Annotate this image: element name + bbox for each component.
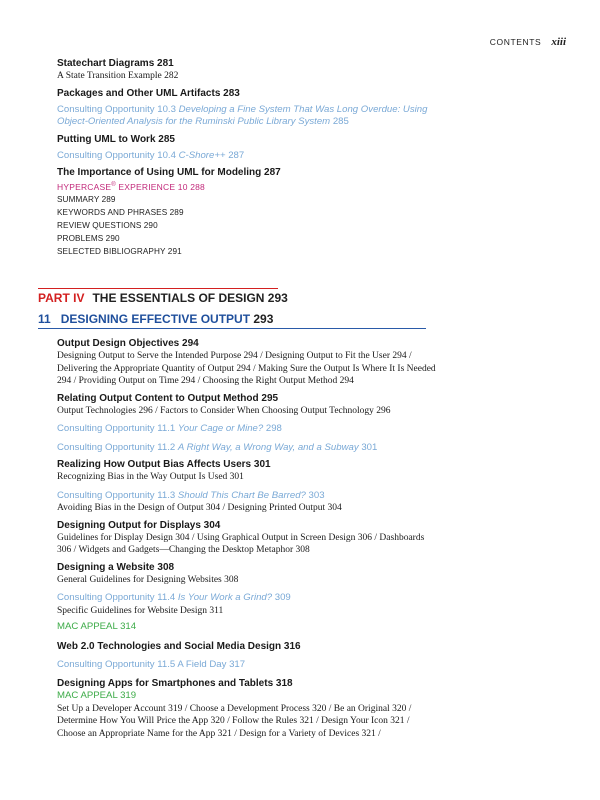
consulting-opportunity bbox=[57, 442, 437, 455]
consulting-opportunity-label: Consulting Opportunity 11.2 bbox=[57, 441, 178, 453]
hypercase-experience bbox=[57, 179, 437, 193]
consulting-opportunity-label: Consulting Opportunity 11.5 bbox=[57, 658, 178, 670]
consulting-opportunity bbox=[57, 592, 437, 605]
hypercase-tail: EXPERIENCE 10 288 bbox=[115, 181, 205, 192]
subtopic-list: Designing Output to Serve the Intended Purpose 294 / Designing Output to Fit the User 294 / Delivering the Appropriate Quantity of Output 294 / Making Sure the Output Is Where It Is Needed 294 / Providing Output on Time 294 / Choosing the Right Output Method 294 bbox=[57, 351, 436, 386]
consulting-opportunity-page: 309 bbox=[272, 592, 291, 603]
end-matter-item: SUMMARY 289 bbox=[57, 194, 116, 204]
consulting-opportunity bbox=[57, 104, 437, 129]
end-matter-item: SELECTED BIBLIOGRAPHY 291 bbox=[57, 246, 182, 256]
mac-appeal-feature: MAC APPEAL 319 bbox=[57, 690, 137, 701]
section-heading: Designing a Website 308 bbox=[57, 561, 175, 573]
consulting-opportunity-title: Your Cage or Mine? bbox=[177, 423, 264, 434]
page-number: xiii bbox=[551, 36, 566, 48]
section-heading: Designing Output for Displays 304 bbox=[57, 519, 221, 531]
section-heading: Output Design Objectives 294 bbox=[57, 338, 199, 349]
consulting-opportunity bbox=[57, 490, 437, 503]
hypercase-label: HYPERCASE bbox=[57, 181, 112, 192]
subtopic-list: General Guidelines for Designing Websites 308 bbox=[57, 574, 239, 585]
consulting-opportunity-page: A Field Day 317 bbox=[177, 658, 246, 670]
part-label: PART IV bbox=[38, 291, 85, 305]
end-matter-item: KEYWORDS AND PHRASES 289 bbox=[57, 207, 184, 217]
consulting-opportunity-title: C-Shore++ bbox=[178, 149, 226, 161]
section-heading: Realizing How Output Bias Affects Users 301 bbox=[57, 459, 271, 470]
consulting-opportunity-label: Consulting Opportunity 11.3 bbox=[57, 489, 178, 501]
consulting-opportunity bbox=[57, 659, 437, 672]
consulting-opportunity-label: Consulting Opportunity 11.1 bbox=[57, 423, 178, 434]
section-heading: Relating Output Content to Output Method 295 bbox=[57, 392, 279, 404]
consulting-opportunity bbox=[57, 423, 437, 436]
consulting-opportunity-page: 285 bbox=[330, 116, 349, 127]
registered-mark: ® bbox=[111, 182, 116, 188]
consulting-opportunity-label: Consulting Opportunity 10.3 bbox=[57, 103, 179, 115]
part-heading bbox=[38, 288, 288, 305]
subtopic-list: Avoiding Bias in the Design of Output 304 / Designing Printed Output 304 bbox=[57, 503, 342, 513]
consulting-opportunity-title: Developing a Fine System That Was Long Overdue: Using Object-Oriented Analysis for the Ruminski Public Library System bbox=[57, 103, 428, 127]
chapter-page: 293 bbox=[250, 312, 274, 326]
section-heading: Designing Apps for Smartphones and Tablets 318 bbox=[57, 678, 293, 689]
consulting-opportunity-label: Consulting Opportunity 11.4 bbox=[57, 592, 178, 603]
toc-section-chapter-10 bbox=[57, 57, 437, 258]
consulting-opportunity-page: 303 bbox=[305, 489, 325, 501]
consulting-opportunity-page: 298 bbox=[263, 423, 282, 434]
consulting-opportunity-title: Is Your Work a Grind? bbox=[177, 592, 273, 603]
subtopic-list: Set Up a Developer Account 319 / Choose a Development Process 320 / Be an Original 320 / Determine How You Will Price the App 320 / Follow the Rules 321 / Design Your Icon 321 / Choose an Appropriate Name for the App 321 / Design for a Variety of Devices 321 / bbox=[57, 703, 412, 739]
consulting-opportunity-page: 301 bbox=[358, 441, 378, 453]
chapter-heading bbox=[38, 312, 426, 329]
chapter-number: 11 bbox=[38, 312, 51, 326]
toc-section-chapter-11 bbox=[57, 337, 437, 740]
consulting-opportunity-title: Should This Chart Be Barred? bbox=[177, 489, 306, 501]
running-header-label: CONTENTS bbox=[489, 37, 542, 47]
section-heading: Putting UML to Work 285 bbox=[57, 133, 175, 145]
mac-appeal-feature: MAC APPEAL 314 bbox=[57, 621, 137, 632]
end-matter-item: REVIEW QUESTIONS 290 bbox=[57, 220, 158, 230]
subtopic-list: Recognizing Bias in the Way Output Is Used 301 bbox=[57, 472, 244, 482]
end-matter-item: PROBLEMS 290 bbox=[57, 233, 120, 243]
subtopic-list: Output Technologies 296 / Factors to Consider When Choosing Output Technology 296 bbox=[57, 405, 391, 416]
consulting-opportunity bbox=[57, 150, 437, 163]
consulting-opportunity-label: Consulting Opportunity 10.4 bbox=[57, 149, 179, 161]
subtopic-list: Guidelines for Display Design 304 / Using Graphical Output in Screen Design 306 / Dashboards 306 / Widgets and Gadgets—Changing the Desktop Metaphor 308 bbox=[57, 532, 425, 555]
section-heading: Statechart Diagrams 281 bbox=[57, 58, 174, 69]
consulting-opportunity-page: 287 bbox=[225, 149, 245, 161]
part-title: THE ESSENTIALS OF DESIGN 293 bbox=[92, 291, 288, 305]
subtopic-list: A State Transition Example 282 bbox=[57, 71, 179, 81]
section-heading: Web 2.0 Technologies and Social Media Design 316 bbox=[57, 640, 301, 652]
section-heading: Packages and Other UML Artifacts 283 bbox=[57, 87, 240, 99]
running-header bbox=[490, 36, 566, 48]
section-heading: The Importance of Using UML for Modeling 287 bbox=[57, 167, 281, 178]
subtopic-list: Specific Guidelines for Website Design 311 bbox=[57, 605, 224, 616]
chapter-title: DESIGNING EFFECTIVE OUTPUT bbox=[60, 312, 251, 326]
consulting-opportunity-title: A Right Way, a Wrong Way, and a Subway bbox=[177, 441, 359, 453]
